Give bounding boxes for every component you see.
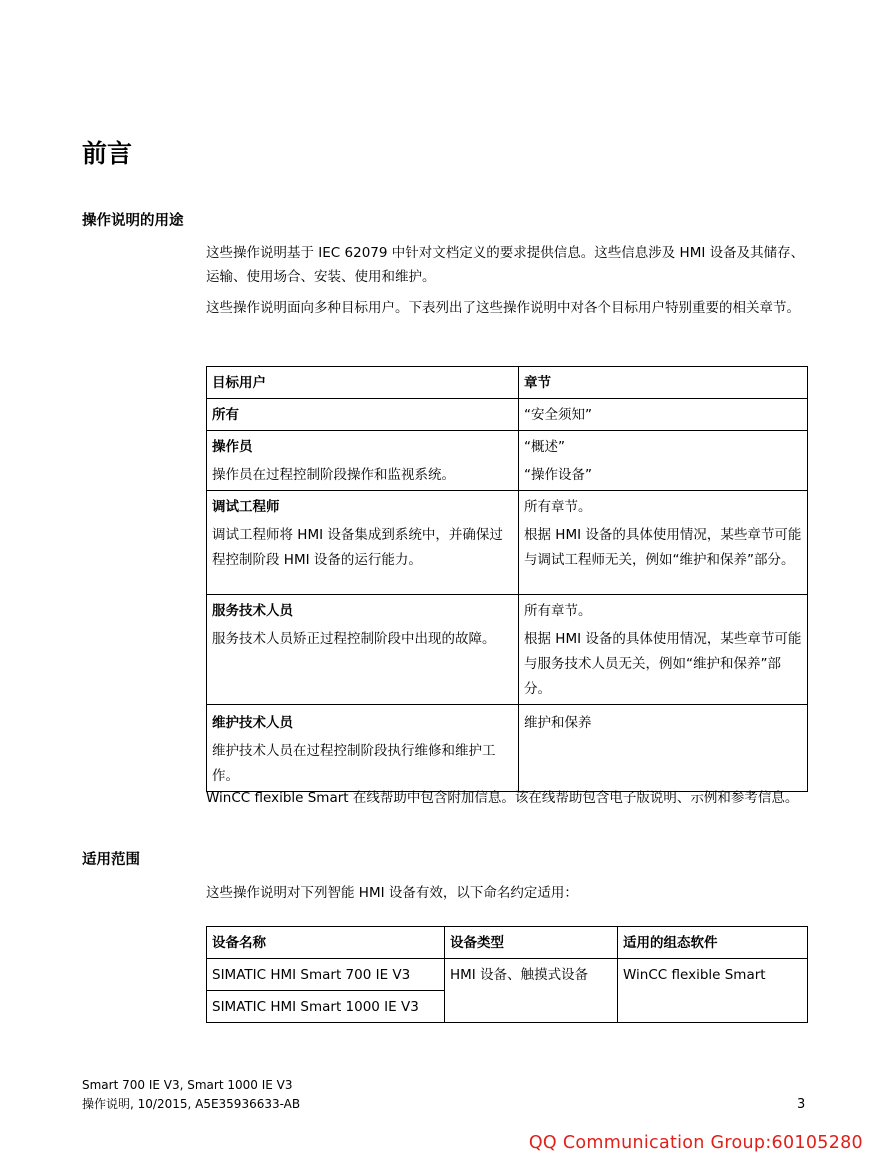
page-title: 前言 (82, 139, 133, 168)
chapter-cell (519, 705, 808, 792)
target-user-cell (207, 399, 519, 431)
header-device-type: 设备类型 (445, 927, 618, 959)
purpose-paragraph-2: 这些操作说明面向多种目标用户。下表列出了这些操作说明中对各个目标用户特别重要的相关章节。 (206, 300, 800, 316)
table-row (207, 491, 808, 595)
device-table (206, 926, 808, 1023)
scope-paragraph-1: 这些操作说明对下列智能 HMI 设备有效，以下命名约定适用： (206, 885, 578, 901)
page-number: 3 (797, 1097, 806, 1112)
chapter-text: 根据 HMI 设备的具体使用情况，某些章节可能与调试工程师无关，例如“维护和保养”部分。 (524, 527, 802, 568)
target-user-description: 调试工程师将 HMI 设备集成到系统中，并确保过程控制阶段 HMI 设备的运行能力。 (212, 527, 503, 568)
table-row (207, 431, 808, 491)
target-user-title: 操作员 (212, 439, 253, 455)
footer-product-line: Smart 700 IE V3, Smart 1000 IE V3 (82, 1078, 293, 1092)
header-target-user: 目标用户 (207, 367, 519, 399)
target-user-cell (207, 595, 519, 705)
target-user-table (206, 366, 808, 792)
device-name-cell: SIMATIC HMI Smart 1000 IE V3 (207, 991, 445, 1023)
section-heading-purpose: 操作说明的用途 (82, 213, 184, 229)
chapter-cell (519, 491, 808, 595)
header-device-name: 设备名称 (207, 927, 445, 959)
section-heading-scope: 适用范围 (82, 852, 140, 868)
target-user-title: 维护技术人员 (212, 715, 293, 731)
software-cell: WinCC flexible Smart (618, 959, 808, 1023)
purpose-paragraph-3: WinCC flexible Smart 在线帮助中包含附加信息。该在线帮助包含电子版说明、示例和参考信息。 (206, 790, 799, 806)
device-name-cell: SIMATIC HMI Smart 700 IE V3 (207, 959, 445, 991)
table-row (207, 595, 808, 705)
target-user-cell (207, 491, 519, 595)
header-software: 适用的组态软件 (618, 927, 808, 959)
chapter-text: “概述” (524, 439, 565, 455)
table-header-row (207, 927, 808, 959)
chapter-cell (519, 595, 808, 705)
header-chapter: 章节 (519, 367, 808, 399)
chapter-cell (519, 431, 808, 491)
purpose-paragraph-1: 这些操作说明基于 IEC 62079 中针对文档定义的要求提供信息。这些信息涉及 HMI 设备及其储存、运输、使用场合、安装、使用和维护。 (206, 245, 805, 285)
target-user-description: 服务技术人员矫正过程控制阶段中出现的故障。 (212, 631, 496, 647)
target-user-cell (207, 431, 519, 491)
footer-document-line: 操作说明, 10/2015, A5E35936633-AB (82, 1097, 301, 1111)
chapter-text: 所有章节。 (524, 499, 592, 515)
chapter-text: “操作设备” (524, 467, 592, 483)
target-user-description: 维护技术人员在过程控制阶段执行维修和维护工作。 (212, 743, 496, 784)
chapter-text: 根据 HMI 设备的具体使用情况，某些章节可能与服务技术人员无关，例如“维护和保养”部分。 (524, 631, 802, 697)
table-row (207, 705, 808, 792)
chapter-text: 所有章节。 (524, 603, 592, 619)
device-type-cell: HMI 设备、触摸式设备 (445, 959, 618, 1023)
target-user-description: 操作员在过程控制阶段操作和监视系统。 (212, 467, 455, 483)
chapter-text: 维护和保养 (524, 715, 592, 731)
target-user-title: 所有 (212, 407, 239, 423)
watermark-text: QQ Communication Group:60105280 (528, 1133, 863, 1153)
chapter-text: “安全须知” (524, 407, 592, 423)
table-row (207, 399, 808, 431)
target-user-title: 服务技术人员 (212, 603, 293, 619)
target-user-title: 调试工程师 (212, 499, 280, 515)
target-user-cell (207, 705, 519, 792)
chapter-cell (519, 399, 808, 431)
table-header-row (207, 367, 808, 399)
table-row (207, 959, 808, 991)
